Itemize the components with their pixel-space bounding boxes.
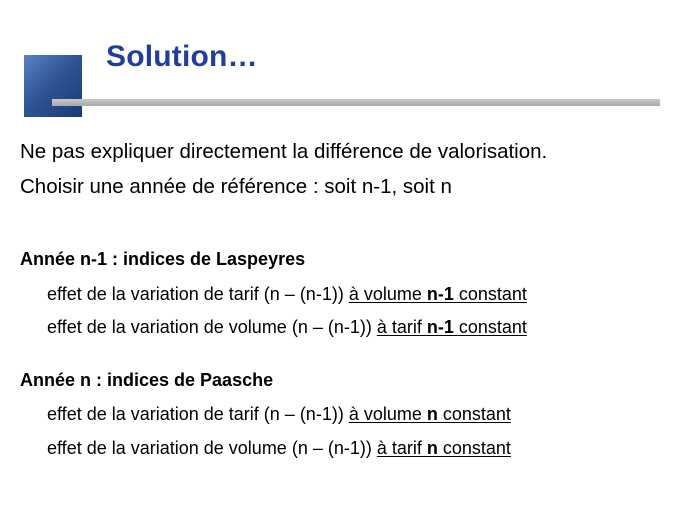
constant-basis xyxy=(377,317,527,337)
basis-prefix: à tarif xyxy=(376,317,427,337)
laspeyres-tarif-line xyxy=(47,284,527,305)
effect-description: effet de la variation de tarif (n – (n-1)) xyxy=(47,404,349,424)
constant-basis xyxy=(377,438,511,458)
intro-line-2: Choisir une année de référence : soit n-1, soit n xyxy=(20,175,452,198)
intro-line-1: Ne pas expliquer directement la différence de valorisation. xyxy=(20,140,548,163)
reference-year: n xyxy=(426,438,438,458)
basis-suffix: constant xyxy=(437,438,511,458)
reference-year: n xyxy=(426,404,438,424)
section-heading-laspeyres: Année n-1 : indices de Laspeyres xyxy=(20,249,306,269)
basis-prefix: à volume xyxy=(348,404,427,424)
basis-prefix: à tarif xyxy=(376,438,427,458)
basis-suffix: constant xyxy=(453,317,527,337)
title-underline-bar xyxy=(52,99,660,106)
constant-basis xyxy=(349,284,527,304)
effect-description: effet de la variation de volume (n – (n-1)) xyxy=(47,317,377,337)
section-heading-paasche: Année n : indices de Paasche xyxy=(20,370,274,390)
laspeyres-volume-line xyxy=(47,317,527,338)
basis-prefix: à volume xyxy=(348,284,427,304)
constant-basis xyxy=(349,404,511,424)
reference-year: n-1 xyxy=(426,317,454,337)
paasche-volume-line xyxy=(47,438,511,459)
basis-suffix: constant xyxy=(453,284,527,304)
slide-title: Solution… xyxy=(106,40,258,73)
effect-description: effet de la variation de tarif (n – (n-1)) xyxy=(47,284,349,304)
decorative-blue-square xyxy=(24,55,82,117)
basis-suffix: constant xyxy=(437,404,511,424)
reference-year: n-1 xyxy=(426,284,454,304)
paasche-tarif-line xyxy=(47,404,511,425)
effect-description: effet de la variation de volume (n – (n-1)) xyxy=(47,438,377,458)
